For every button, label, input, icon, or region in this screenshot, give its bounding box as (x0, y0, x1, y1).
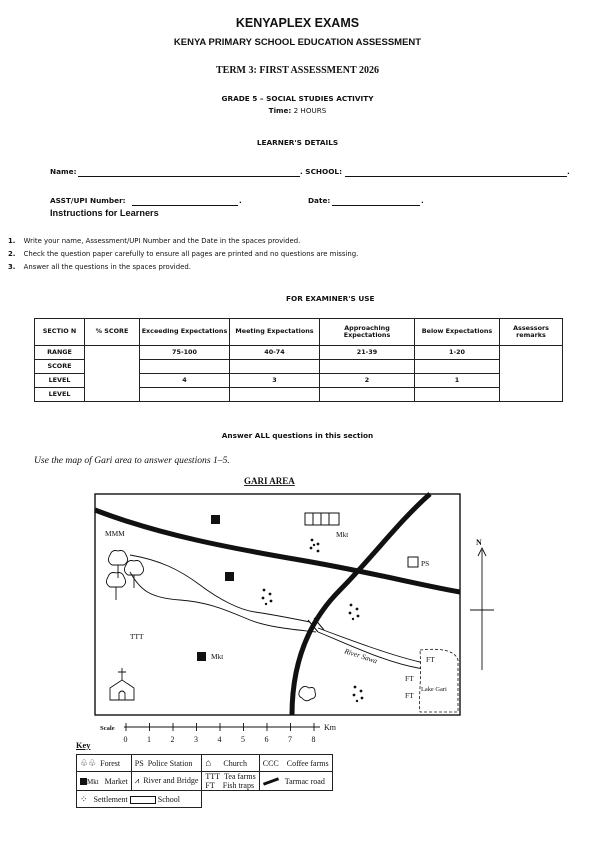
key-item-church (202, 755, 259, 772)
river-bridge-icon: ⩘ (134, 776, 140, 785)
column-header: Exceeding Expectations (140, 319, 230, 346)
key-label: Forest (100, 758, 121, 768)
instruction-text: Check the question paper carefully to ensure all pages are printed and no questions are missing. (23, 250, 359, 258)
table-cell: 1-20 (415, 346, 500, 360)
river (130, 555, 310, 622)
key-label: Church (223, 758, 247, 768)
upi-end-dot: . (239, 196, 242, 205)
key-row (77, 755, 333, 772)
table-cell: 4 (140, 374, 230, 388)
key-heading: Key (76, 741, 91, 750)
key-symbol: TTT (205, 772, 221, 781)
instructions-heading: Instructions for Learners (50, 208, 159, 218)
settlement-symbol (349, 604, 360, 621)
key-empty (202, 791, 332, 808)
assessment-title: KENYA PRIMARY SCHOOL EDUCATION ASSESSMENT (173, 37, 422, 48)
market-symbol (211, 515, 220, 524)
key-item-police (131, 755, 202, 772)
instruction-number: 3. (8, 263, 16, 271)
north-arrow (470, 538, 494, 670)
key-item-market (77, 772, 132, 791)
grade-title: GRADE 5 – SOCIAL STUDIES ACTIVITY (221, 94, 374, 103)
table-cell[interactable] (230, 388, 320, 402)
date-label: Date: (308, 196, 331, 205)
table-row (35, 346, 563, 360)
table-cell: 40-74 (230, 346, 320, 360)
row-label: LEVEL (35, 374, 85, 388)
time-value: 2 HOURS (293, 106, 327, 115)
map-label-fish-traps: FT (405, 691, 414, 700)
key-symbol: CCC (262, 758, 279, 768)
column-header: Approaching Expectations (320, 319, 415, 346)
scale-tick-label: 5 (241, 735, 245, 744)
map-label-ttt: TTT (130, 632, 144, 641)
settlement-symbol (262, 589, 273, 606)
column-header: Meeting Expectations (230, 319, 320, 346)
learner-details-heading: LEARNER'S DETAILS (256, 138, 339, 147)
instruction-item (8, 237, 300, 245)
examiner-heading: FOR EXAMINER'S USE (286, 294, 375, 303)
map-label-market: Mkt (336, 530, 349, 539)
police-station-symbol (408, 557, 418, 567)
table-cell[interactable] (140, 360, 230, 374)
key-label: Tea farms (224, 772, 256, 781)
scale-tick-label: 3 (194, 735, 198, 744)
key-row (77, 791, 333, 808)
instruction-item (8, 263, 191, 271)
question-prompt: Use the map of Gari area to answer questions 1–5. (34, 455, 230, 466)
river (130, 572, 316, 632)
table-cell[interactable] (320, 388, 415, 402)
upi-label: ASST/UPI Number: (50, 196, 126, 205)
row-label: RANGE (35, 346, 85, 360)
time-label: Time: (268, 106, 292, 115)
key-label: Fish traps (222, 781, 255, 790)
map-label-police-station: PS (421, 559, 430, 568)
forest-icon: ♧♧ (80, 757, 97, 768)
key-item-river-bridge (131, 772, 202, 791)
table-cell[interactable] (320, 360, 415, 374)
market-symbol (225, 572, 234, 581)
key-item-forest (77, 755, 132, 772)
table-header-row (35, 319, 563, 346)
table-cell[interactable] (415, 360, 500, 374)
scale-tick-label: 2 (170, 735, 175, 744)
percent-score-cell[interactable] (85, 346, 140, 402)
key-symbol: FT (205, 781, 215, 790)
instruction-text: Write your name, Assessment/UPI Number and the Date in the spaces provided. (23, 237, 301, 245)
key-label: Settlement (93, 794, 128, 804)
school-icon (130, 796, 156, 804)
forest-symbol (106, 551, 143, 601)
instruction-text: Answer all the questions in the spaces provided. (23, 263, 191, 271)
term-title: TERM 3: FIRST ASSESSMENT 2026 (215, 65, 379, 76)
scale-tick-label: 7 (288, 735, 292, 744)
school-end-dot: . (567, 167, 570, 176)
north-label: N (476, 538, 482, 547)
scale-bar (100, 723, 337, 744)
table-cell: 21-39 (320, 346, 415, 360)
gari-area-map (0, 470, 595, 760)
scale-unit: Km (324, 723, 336, 732)
row-label: LEVEL (35, 388, 85, 402)
school-label: . SCHOOL: (300, 167, 343, 176)
key-item-coffee (259, 755, 332, 772)
scale-tick-label: 6 (264, 735, 269, 744)
instruction-number: 1. (8, 237, 16, 245)
map-label-market: Mkt (211, 652, 224, 661)
tarmac-road-icon (263, 778, 279, 786)
column-header: SECTIO N (35, 319, 85, 346)
table-cell: 3 (230, 374, 320, 388)
name-field[interactable] (78, 176, 300, 177)
church-symbol (110, 668, 134, 700)
key-label: River and Bridge (143, 776, 199, 785)
time-line (0, 106, 595, 115)
key-item-tarmac (259, 772, 332, 791)
instruction-number: 2. (8, 250, 16, 258)
table-cell[interactable] (230, 360, 320, 374)
table-cell: 2 (320, 374, 415, 388)
exam-org-title: KENYAPLEX EXAMS (235, 16, 360, 30)
scale-label: Scale (100, 725, 115, 732)
instruction-item (8, 250, 358, 258)
school-field[interactable] (345, 176, 567, 177)
date-field[interactable] (332, 205, 420, 206)
column-header: Below Expectations (415, 319, 500, 346)
assessors-remarks-cell[interactable] (500, 346, 563, 402)
market-symbol (197, 652, 206, 661)
map-label-mmm: MMM (105, 529, 125, 538)
upi-field[interactable] (132, 205, 238, 206)
section-heading: Answer ALL questions in this section (221, 431, 374, 440)
settlement-symbol (310, 539, 320, 553)
key-symbol: Mkt (87, 777, 99, 786)
map-label-river-sawa: River Sawa (343, 646, 379, 666)
church-icon: ⌂ (205, 757, 212, 769)
key-label: Market (104, 776, 128, 786)
table-cell: 75-100 (140, 346, 230, 360)
scale-ticks (124, 723, 316, 744)
key-label: Tarmac road (284, 776, 325, 786)
key-item-settlement (77, 791, 202, 808)
map-title: GARI AREA (244, 476, 295, 486)
key-label: Coffee farms (286, 758, 329, 768)
column-header: % SCORE (85, 319, 140, 346)
key-label: School (157, 794, 180, 804)
date-end-dot: . (421, 196, 424, 205)
tarmac-road (95, 510, 460, 592)
scale-tick-label: 4 (217, 735, 222, 744)
coffee-farm-symbol (299, 686, 316, 700)
scale-tick-label: 1 (147, 735, 151, 744)
name-label: Name: (50, 167, 77, 176)
school-symbol (305, 513, 339, 525)
map-label-fish-traps: FT (405, 674, 414, 683)
settlement-symbol (353, 686, 364, 703)
scale-tick-label: 0 (123, 735, 128, 744)
key-row (77, 772, 333, 791)
table-cell[interactable] (415, 388, 500, 402)
map-label-lake-gari: Lake Gari (421, 686, 447, 693)
map-key-table (76, 754, 333, 808)
settlement-icon: ⁘ (80, 793, 88, 804)
key-label: Police Station (147, 758, 193, 768)
row-label: SCORE (35, 360, 85, 374)
column-header: Assessors remarks (500, 319, 563, 346)
key-item-tea (202, 772, 259, 791)
key-symbol: PS (134, 758, 144, 768)
scale-tick-label: 8 (311, 735, 316, 744)
table-cell: 1 (415, 374, 500, 388)
map-label-fish-traps: FT (426, 655, 435, 664)
market-icon (80, 778, 87, 785)
table-cell[interactable] (140, 388, 230, 402)
examiner-table (34, 318, 563, 402)
